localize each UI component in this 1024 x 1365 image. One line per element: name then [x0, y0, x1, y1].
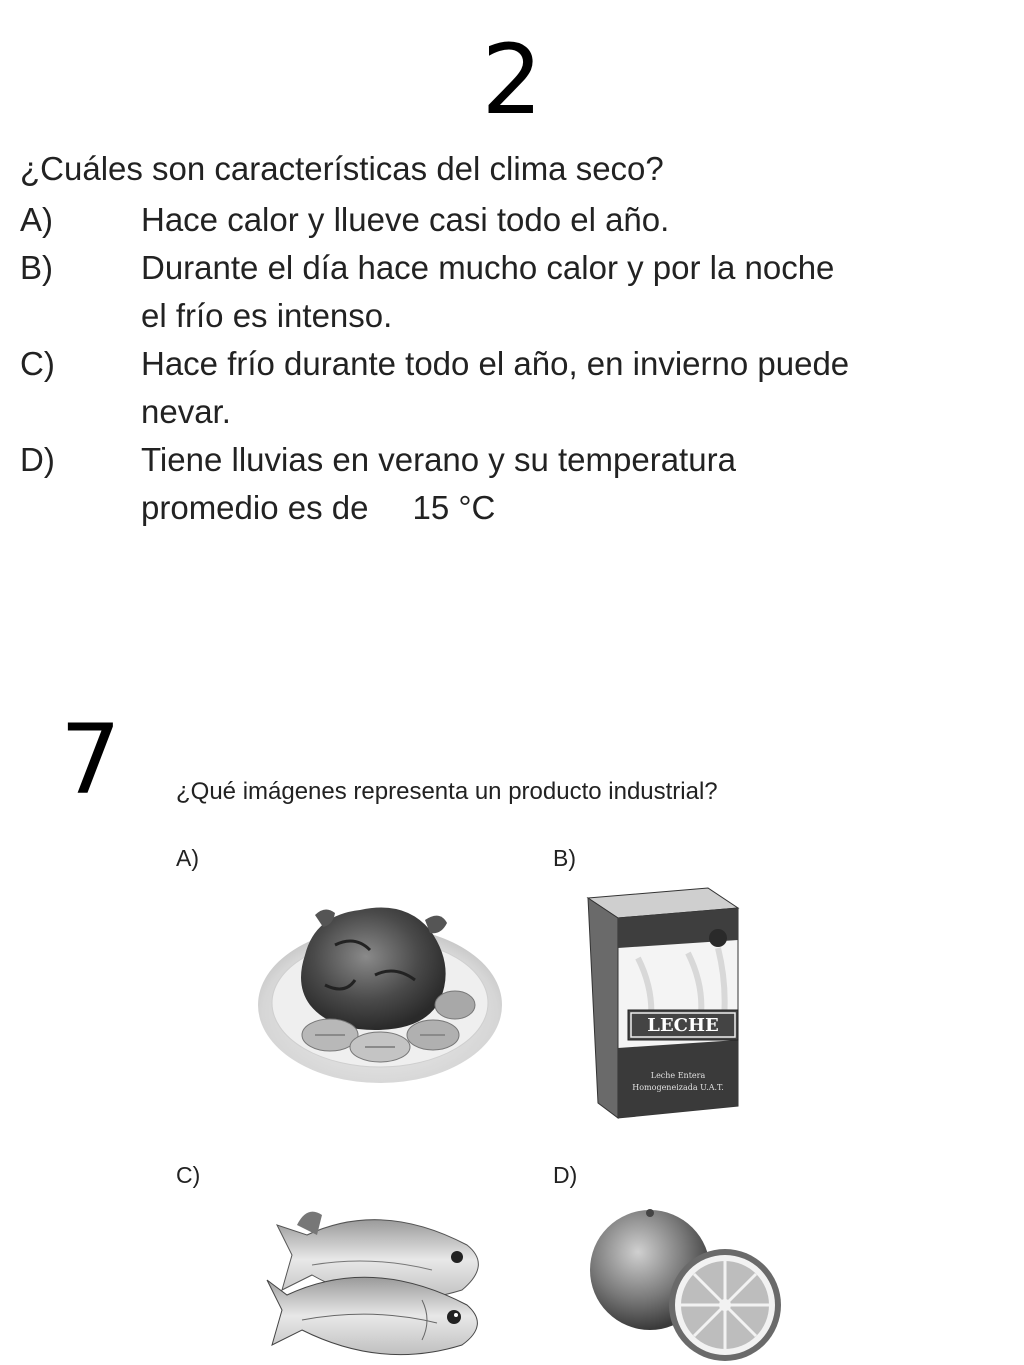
carton-small-text-2: Homogeneizada U.A.T.	[632, 1083, 724, 1092]
temperature-value: 15 °C	[412, 489, 496, 526]
option-a[interactable]	[20, 196, 1020, 244]
question-2-text: ¿Cuáles son características del clima seco?	[20, 150, 664, 187]
option-b[interactable]	[20, 244, 1020, 340]
option-d-line-2-text: promedio es de	[141, 489, 369, 526]
carton-label: LECHE	[647, 1015, 719, 1036]
option-c-letter: C)	[20, 345, 55, 382]
roast-chicken-image[interactable]	[255, 885, 505, 1090]
option-d[interactable]	[20, 436, 1020, 532]
option-c-text	[141, 340, 1020, 436]
question-2-options	[20, 196, 1020, 532]
option-a-letter: A)	[20, 201, 53, 238]
fish-image[interactable]	[262, 1195, 502, 1365]
carton-small-text-1: Leche Entera	[650, 1071, 706, 1080]
option-b-line-2: el frío es intenso.	[141, 297, 393, 334]
option-b-letter: B)	[20, 249, 53, 286]
option-c-letter-q7[interactable]: C)	[176, 1162, 201, 1188]
option-a-letter-q7[interactable]: A)	[176, 845, 199, 871]
option-b-text	[141, 244, 1020, 340]
milk-carton-image[interactable]	[578, 878, 746, 1126]
option-d-text	[141, 436, 1020, 532]
question-7-text: ¿Qué imágenes representa un producto industrial?	[176, 778, 718, 805]
orange-image[interactable]	[585, 1205, 785, 1365]
option-c[interactable]	[20, 340, 1020, 436]
option-d-line-1: Tiene lluvias en verano y su temperatura	[141, 441, 736, 478]
option-d-letter-q7[interactable]: D)	[553, 1162, 578, 1188]
option-c-line-1: Hace frío durante todo el año, en invierno puede	[141, 345, 850, 382]
option-d-line-2	[141, 484, 1020, 532]
option-c-line-2: nevar.	[141, 393, 231, 430]
option-b-line-1: Durante el día hace mucho calor y por la noche	[141, 249, 835, 286]
question-number-2: 2	[481, 24, 543, 136]
option-a-text	[141, 196, 1020, 244]
option-b-letter-q7[interactable]: B)	[553, 845, 576, 871]
option-d-letter: D)	[20, 441, 55, 478]
question-number-7: 7	[60, 704, 122, 816]
option-a-line-1: Hace calor y llueve casi todo el año.	[141, 201, 670, 238]
